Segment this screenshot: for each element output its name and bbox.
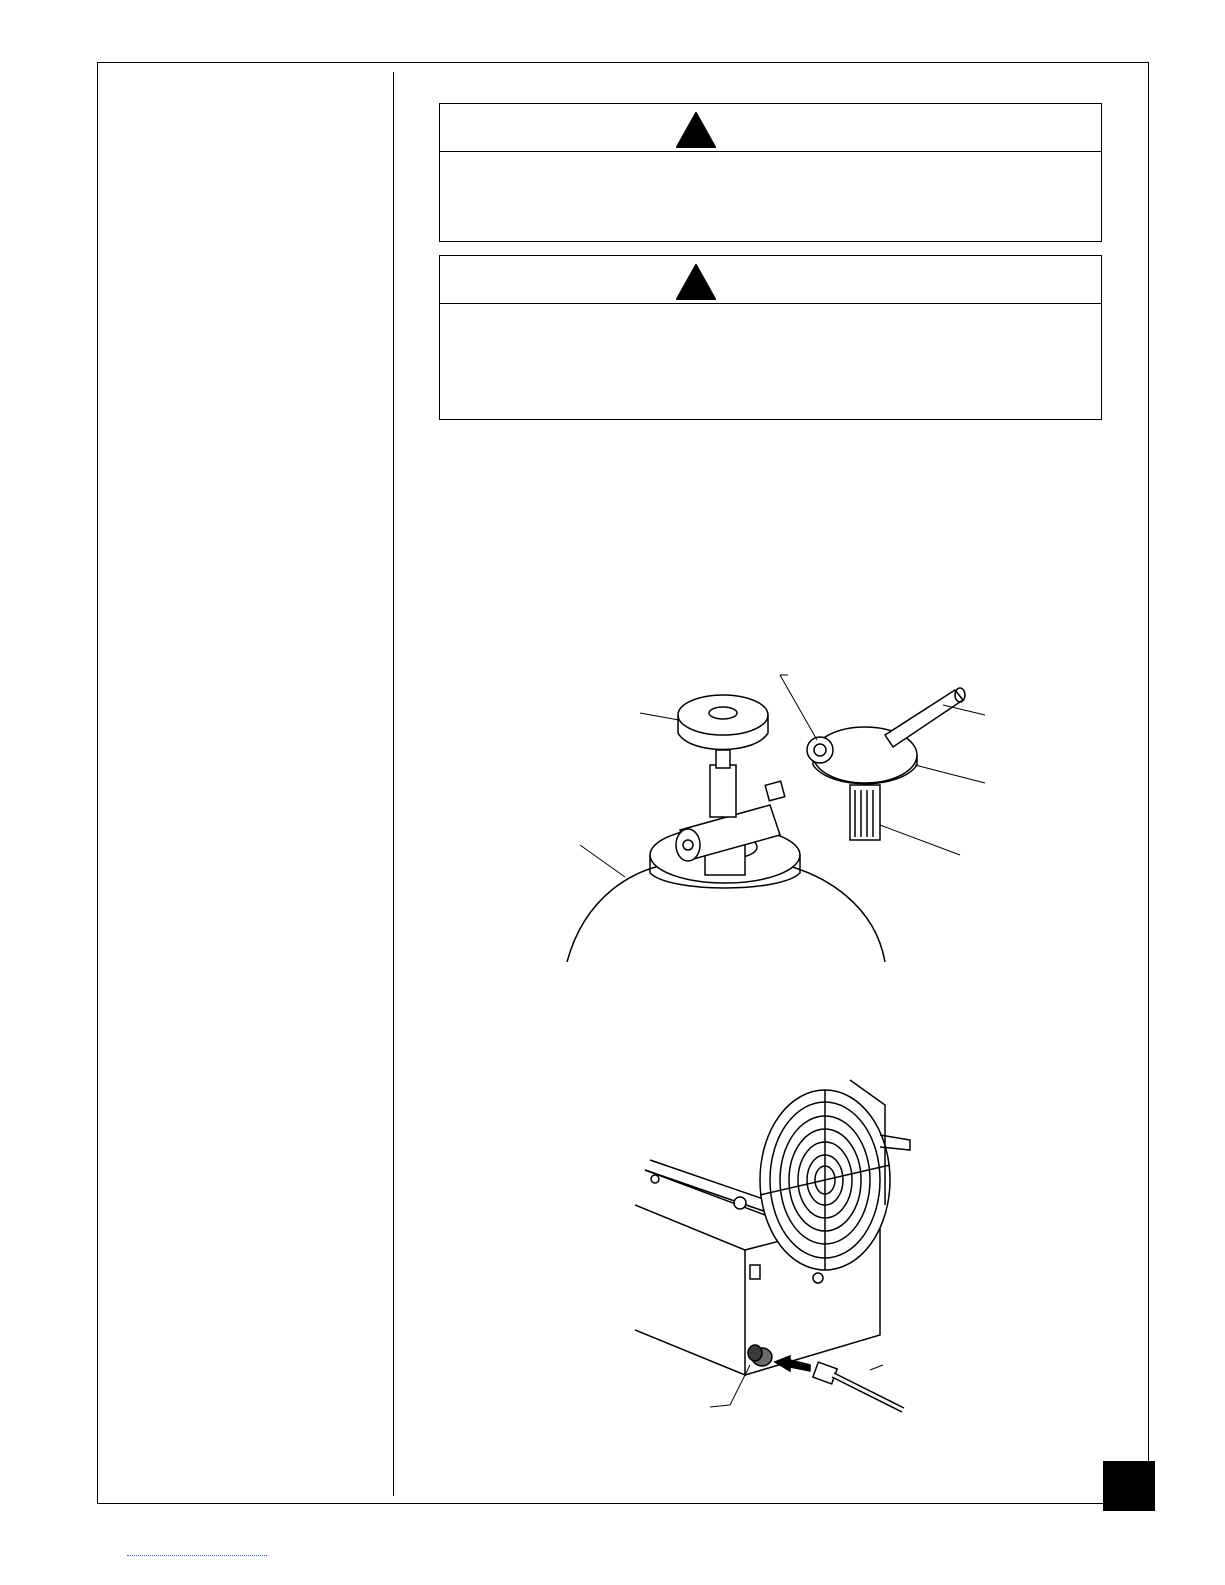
inlet-nut <box>807 737 833 763</box>
left-column <box>108 80 378 1480</box>
warning-body-2 <box>440 304 1101 324</box>
page-number-badge <box>1103 1461 1155 1511</box>
heater-connection-figure <box>625 1075 925 1415</box>
outlet-hose <box>885 690 963 747</box>
footer-link-underline[interactable] <box>127 1555 267 1556</box>
warning-header-2 <box>440 256 1101 304</box>
warning-header-1 <box>440 104 1101 152</box>
warning-box-2 <box>439 255 1102 420</box>
column-divider <box>393 72 394 1496</box>
heater-switch <box>750 1265 760 1279</box>
warning-triangle-icon <box>676 112 716 148</box>
valve-handwheel <box>678 695 768 735</box>
cylinder-dome <box>567 865 665 962</box>
heater-housing <box>635 1205 745 1375</box>
connection-arrow-icon <box>775 1356 810 1371</box>
hose-fitting <box>813 1362 837 1384</box>
warning-body-1 <box>440 152 1101 172</box>
warning-box-1 <box>439 103 1102 242</box>
cylinder-regulator-figure <box>555 665 995 965</box>
warning-triangle-icon <box>676 264 716 300</box>
